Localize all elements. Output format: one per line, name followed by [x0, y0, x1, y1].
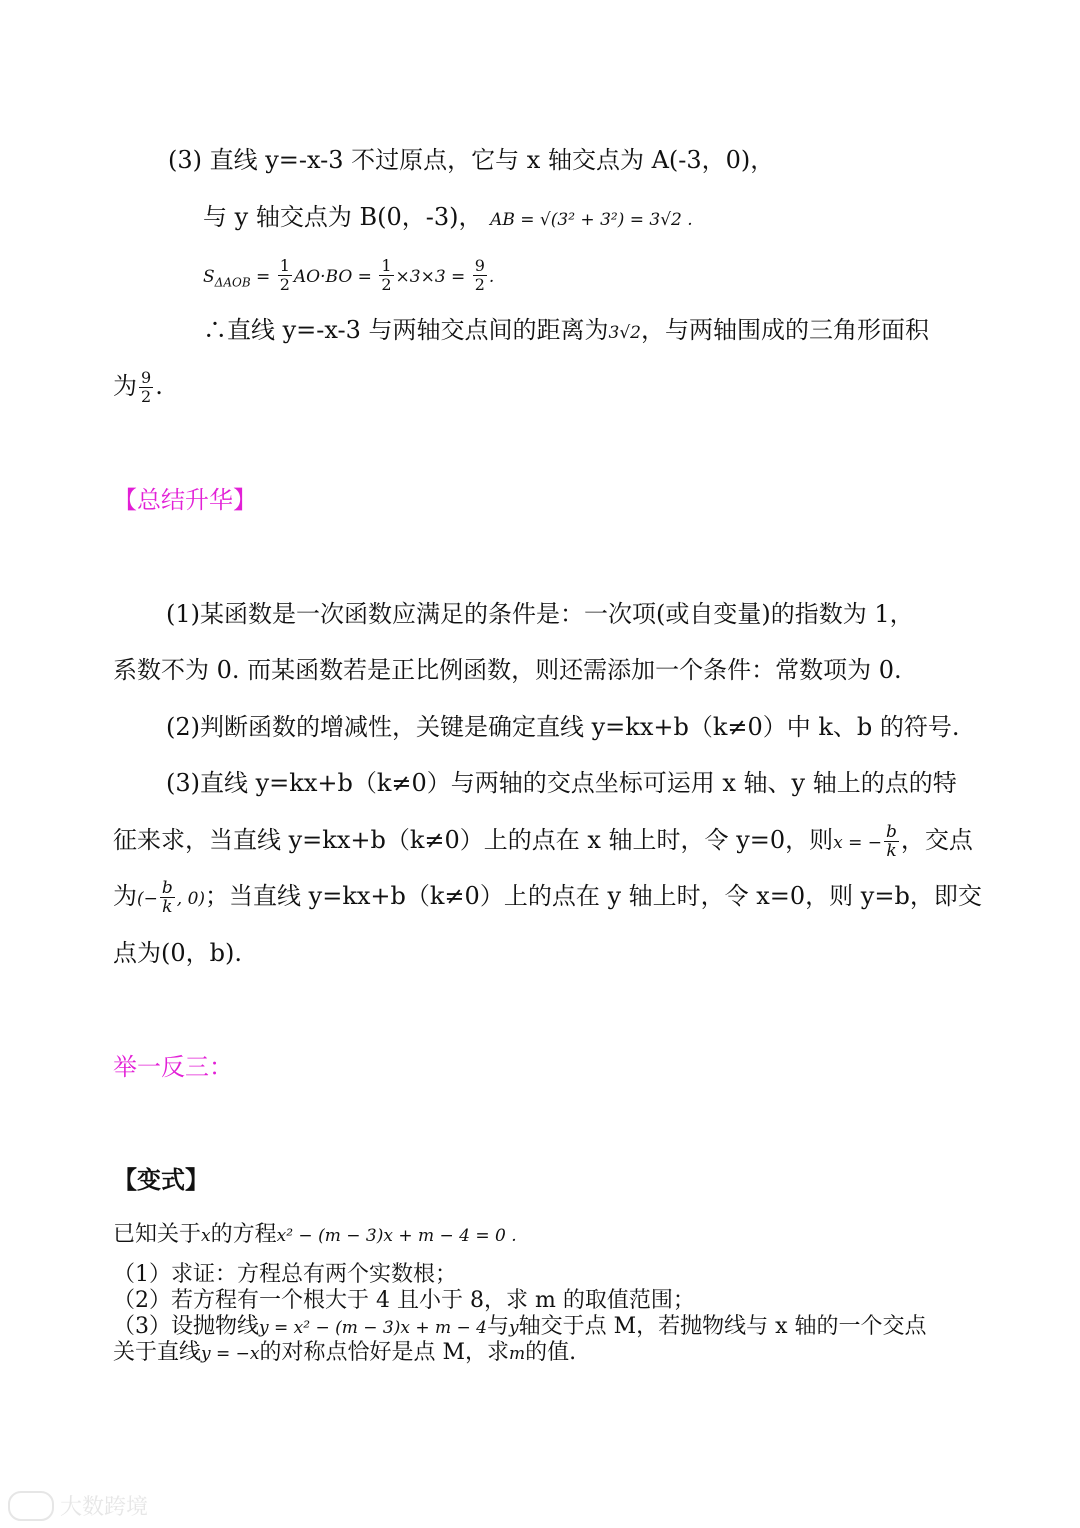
summary-p3-line3: 为(− $\frac{b}{k}$ , 0)；当直线 y=kx+b（k≠0）上的点在 y 轴上时，令 x=0，则 y=b，即交: [113, 878, 982, 917]
part3-line1: (3) 直线 y=-x-3 不过原点，它与 x 轴交点为 A(-3，0)，: [168, 146, 775, 174]
fraction-one-half-2: $\frac{1}{2}$: [381, 256, 392, 294]
summary-p2: (2)判断函数的增减性，关键是确定直线 y=kx+b（k≠0）中 k、b 的符号.: [166, 713, 960, 741]
part3-line5: 为 $\frac{9}{2}$ .: [113, 368, 163, 406]
fraction-nine-halves: $\frac{9}{2}$: [474, 256, 485, 294]
variant-q2: （2）若方程有一个根大于 4 且小于 8，求 m 的取值范围；: [113, 1288, 695, 1313]
variant-heading: 【变式】: [113, 1165, 209, 1194]
watermark: [8, 1490, 148, 1521]
part3-line2: 与 y 轴交点为 B(0，-3)， AB = √(3² + 3²) = 3√2 .: [203, 203, 693, 231]
summary-p3-line4: 点为(0，b).: [113, 939, 242, 967]
summary-p3-line1: (3)直线 y=kx+b（k≠0）与两轴的交点坐标可运用 x 轴、y 轴上的点的特: [166, 769, 957, 797]
watermark-text: 大数跨境: [60, 1495, 149, 1520]
ab-length-formula: AB = √(3² + 3²) = 3√2 .: [490, 210, 693, 230]
summary-p1-line2: 系数不为 0. 而某函数若是正比例函数，则还需添加一个条件：常数项为 0.: [113, 656, 902, 684]
summary-p1-line1: (1)某函数是一次函数应满足的条件是：一次项(或自变量)的指数为 1，: [166, 600, 914, 628]
summary-heading: 【总结升华】: [113, 486, 257, 514]
part3-line4: ∴直线 y=-x-3 与两轴交点间的距离为3√2，与两轴围成的三角形面积: [203, 316, 929, 344]
variant-q3-line1: （3）设抛物线y = x² − (m − 3)x + m − 4与y轴交于点 M，若抛物线与 x 轴的一个交点: [113, 1314, 927, 1339]
variant-intro: 已知关于x的方程x² − (m − 3)x + m − 4 = 0 .: [113, 1222, 517, 1247]
summary-p3-line2: 征来求，当直线 y=kx+b（k≠0）上的点在 x 轴上时，令 y=0，则x = − $\frac{b}{k}$ ，交点: [113, 822, 973, 861]
variant-q3-line2: 关于直线y = −x的对称点恰好是点 M，求m的值.: [113, 1340, 577, 1365]
variant-q1: （1）求证：方程总有两个实数根；: [113, 1262, 457, 1287]
fraction-one-half: $\frac{1}{2}$: [279, 256, 290, 294]
brand-logo-icon: [8, 1491, 54, 1521]
practice-heading: 举一反三：: [113, 1053, 233, 1081]
part3-line3-area-formula: $S_{\Delta AOB}$ = $\frac{1}{2}$ AO·BO = $\frac{1}{2}$ ×3×3 = $\frac{9}{2}$ .: [203, 256, 495, 294]
